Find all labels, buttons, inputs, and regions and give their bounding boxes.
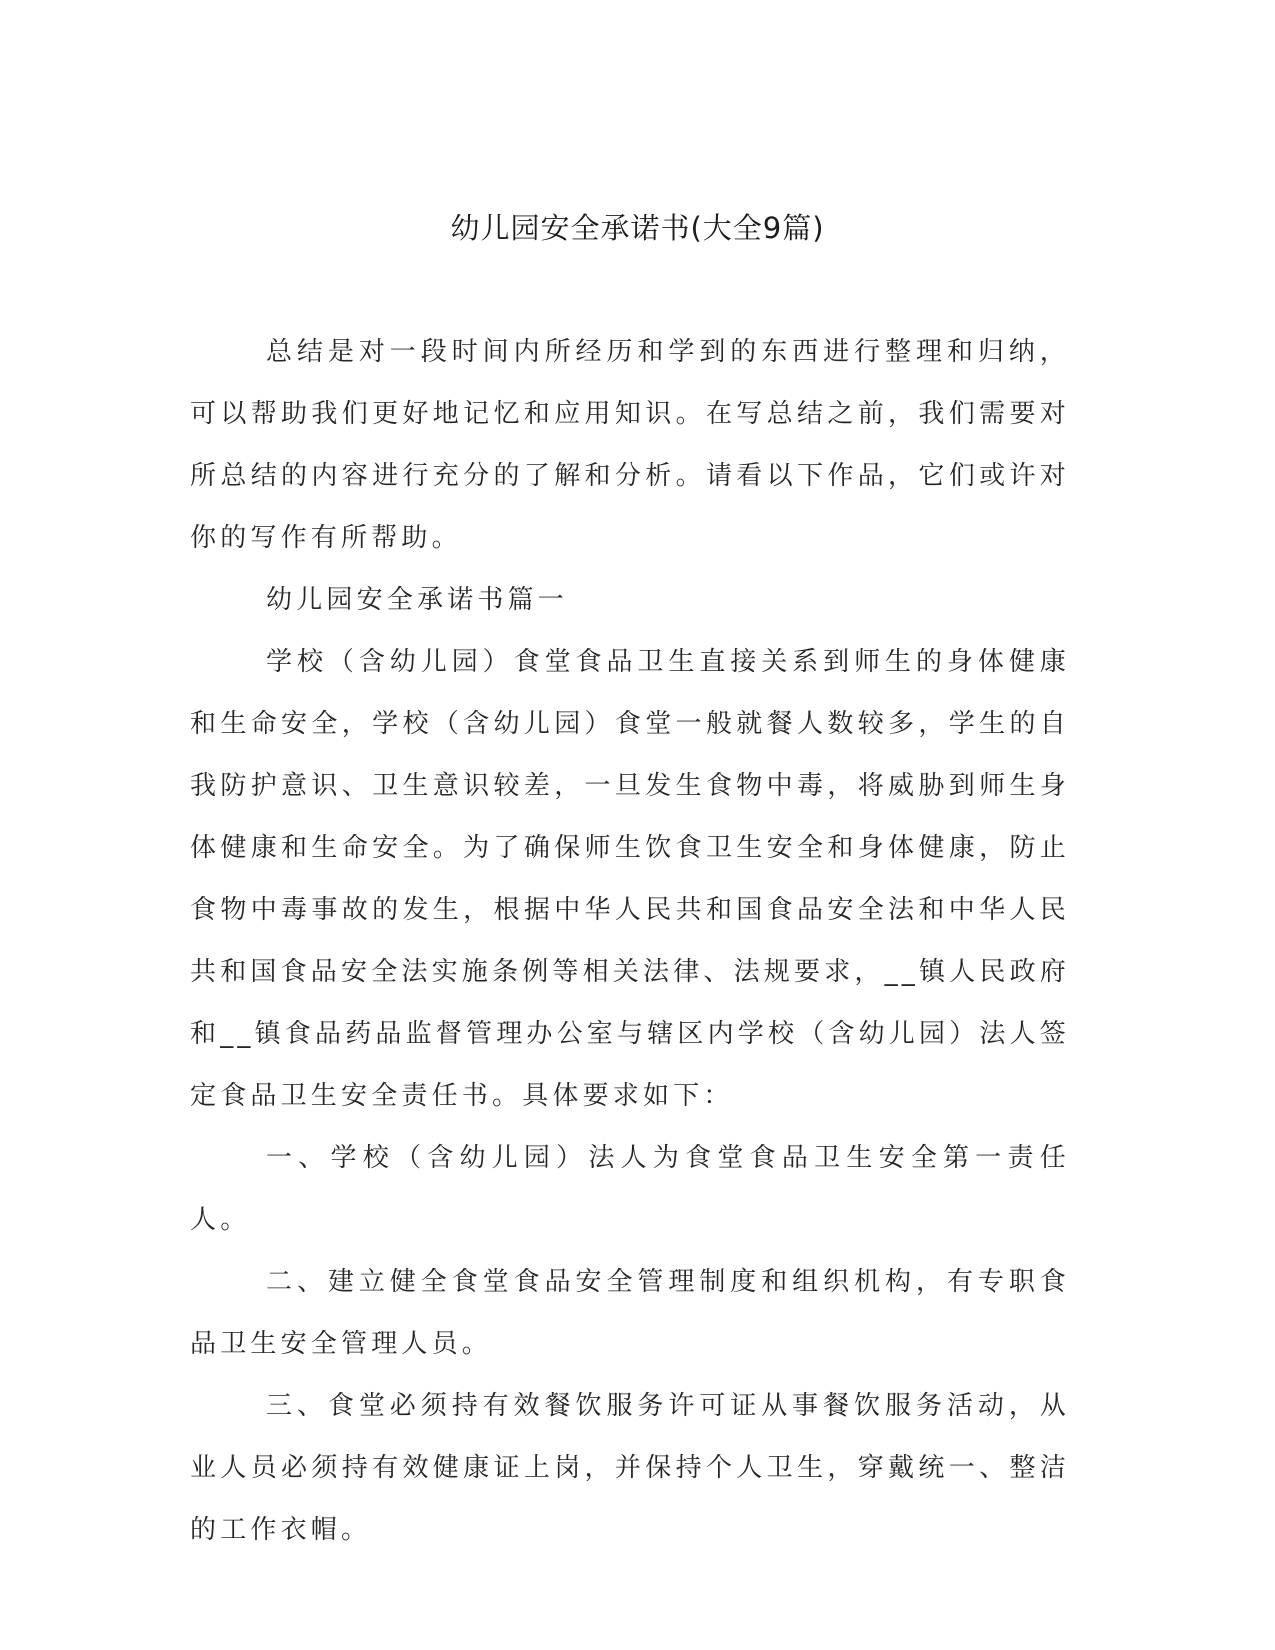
list-item-3: 三、食堂必须持有效餐饮服务许可证从事餐饮服务活动，从业人员必须持有效健康证上岗，并保持个人卫生，穿戴统一、整洁的工作衣帽。 <box>190 1391 1070 1545</box>
list-item-1: 一、学校（含幼儿园）法人为食堂食品卫生安全第一责任人。 <box>190 1143 1070 1235</box>
document-body <box>190 321 1070 1561</box>
document-title: 幼儿园安全承诺书(大全9篇) <box>450 211 825 245</box>
body-paragraph: 学校（含幼儿园）食堂食品卫生直接关系到师生的身体健康和生命安全，学校（含幼儿园）食堂一般就餐人数较多，学生的自我防护意识、卫生意识较差，一旦发生食物中毒，将威胁到师生身体健康和生命安全。为了确保师生饮食卫生安全和身体健康，防止食物中毒事故的发生，根据中华人民共和国食品安全法和中华人民共和国食品安全法实施条例等相关法律、法规要求，__镇人民政府和__镇食品药品监督管理办公室与辖区内学校（含幼儿园）法人签定食品卫生安全责任书。具体要求如下： <box>190 647 1071 1111</box>
intro-paragraph: 总结是对一段时间内所经历和学到的东西进行整理和归纳，可以帮助我们更好地记忆和应用知识。在写总结之前，我们需要对所总结的内容进行充分的了解和分析。请看以下作品，它们或许对你的写作有所帮助。 <box>190 337 1070 553</box>
section-heading: 幼儿园安全承诺书篇一 <box>266 585 569 615</box>
list-item-2: 二、建立健全食堂食品安全管理制度和组织机构，有专职食品卫生安全管理人员。 <box>190 1267 1070 1359</box>
